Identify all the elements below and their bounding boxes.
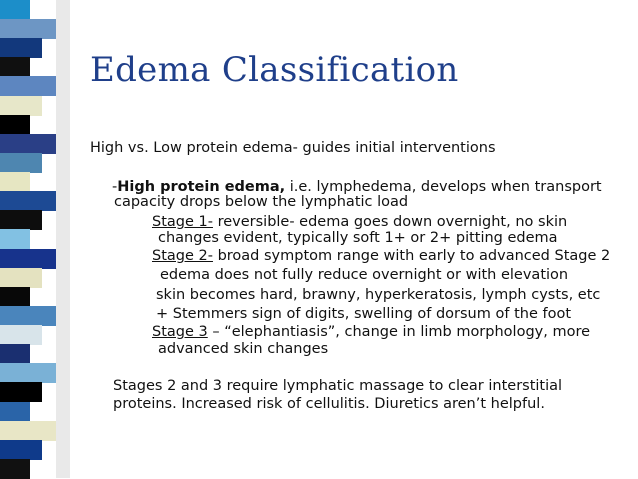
- stage2-line2: edema does not fully reduce overnight or with elevation: [160, 267, 569, 283]
- strip-block: [0, 440, 42, 460]
- strip-block: [0, 96, 42, 116]
- strip-block: [0, 76, 56, 96]
- strip-block: [0, 134, 56, 154]
- stage3-label: Stage 3: [152, 324, 208, 340]
- closing-line-2: proteins. Increased risk of cellulitis. Diuretics aren’t helpful.: [113, 396, 545, 412]
- decorative-color-strip: [0, 0, 70, 478]
- high-protein-heading: High protein edema,: [117, 179, 286, 195]
- strip-block: [0, 19, 56, 39]
- stage3-line: [152, 323, 590, 341]
- strip-block: [0, 249, 56, 269]
- strip-block: [0, 459, 30, 479]
- stage2-label: Stage 2-: [152, 248, 213, 264]
- strip-block: [0, 57, 30, 77]
- high-protein-cont: capacity drops below the lymphatic load: [114, 194, 409, 210]
- intro-line: High vs. Low protein edema- guides initial interventions: [90, 140, 496, 156]
- dash: -: [112, 179, 118, 195]
- strip-block: [0, 115, 30, 135]
- strip-block: [0, 325, 42, 345]
- strip-block: [0, 153, 42, 173]
- strip-edge: [56, 0, 70, 478]
- strip-block: [0, 402, 30, 422]
- strip-block: [0, 229, 30, 249]
- strip-block: [0, 0, 30, 20]
- strip-block: [0, 306, 56, 326]
- stage2-line3: skin becomes hard, brawny, hyperkeratosis, lymph cysts, etc: [156, 287, 601, 303]
- slide-title: Edema Classification: [90, 50, 459, 90]
- strip-block: [0, 382, 42, 402]
- stage3-cont: advanced skin changes: [158, 341, 329, 357]
- high-protein-text: i.e. lymphedema, develops when transport: [285, 179, 602, 195]
- strip-block: [0, 363, 56, 383]
- strip-block: [0, 191, 56, 211]
- stage1-cont: changes evident, typically soft 1+ or 2+ pitting edema: [158, 230, 558, 246]
- stage1-text: reversible- edema goes down overnight, no skin: [212, 214, 568, 230]
- stage2-line4: + Stemmers sign of digits, swelling of dorsum of the foot: [156, 306, 572, 322]
- stage2-text: broad symptom range with early to advanced Stage 2: [212, 248, 611, 264]
- strip-block: [0, 210, 42, 230]
- strip-block: [0, 344, 30, 364]
- stage1-label: Stage 1-: [152, 214, 213, 230]
- strip-block: [0, 38, 42, 58]
- strip-block: [0, 287, 30, 307]
- strip-block: [0, 268, 42, 288]
- stage2-line: [152, 247, 610, 265]
- closing-line-1: Stages 2 and 3 require lymphatic massage to clear interstitial: [113, 378, 563, 394]
- strip-block: [0, 421, 56, 441]
- stage3-text: – “elephantiasis”, change in limb morphology, more: [207, 324, 591, 340]
- strip-block: [0, 172, 30, 192]
